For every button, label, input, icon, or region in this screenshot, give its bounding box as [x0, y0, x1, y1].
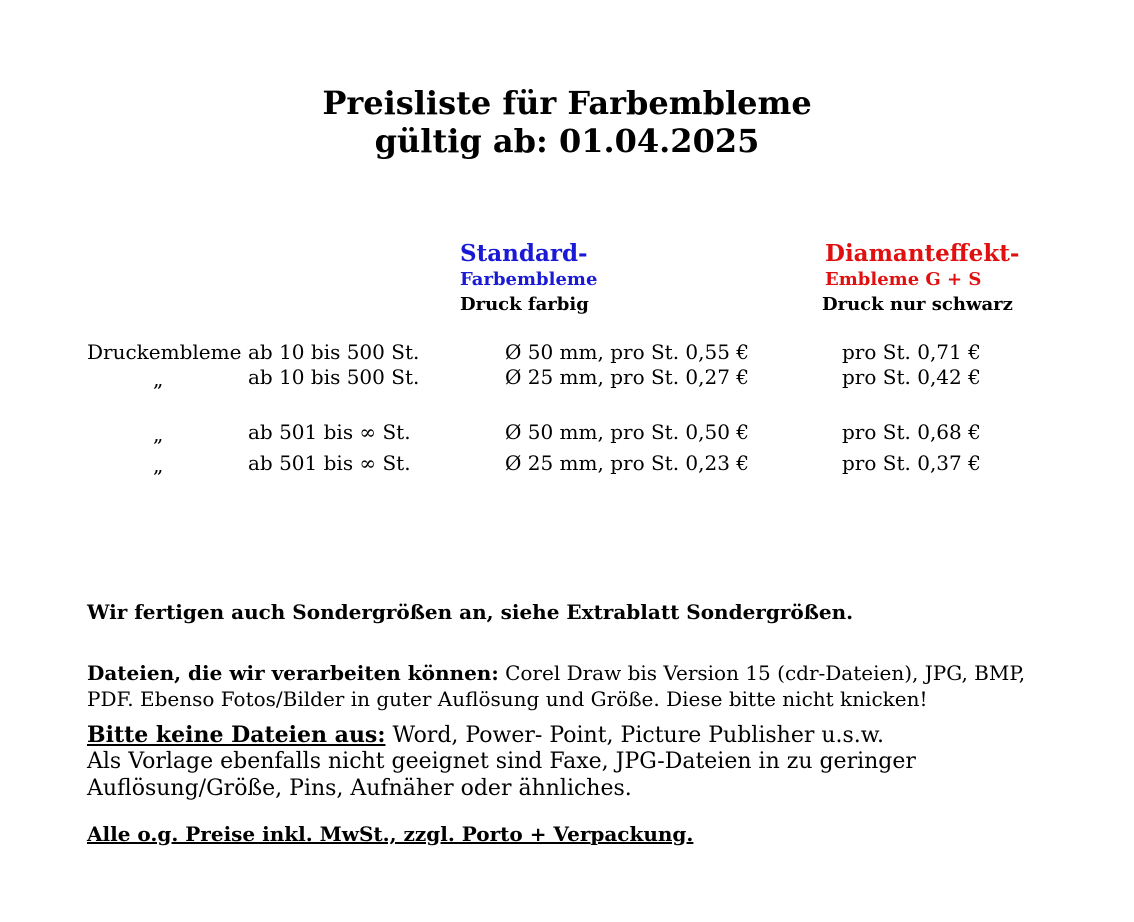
rejected-files-line2: Als Vorlage ebenfalls nicht geeignet sind Faxe, JPG-Dateien in zu geringer	[87, 749, 916, 774]
row-quantity-range: ab 501 bis ∞ St.	[248, 451, 411, 475]
accepted-files-line2: PDF. Ebenso Fotos/Bilder in guter Auflösung und Größe. Diese bitte nicht knicken!	[87, 687, 928, 711]
diamant-print-type: Druck nur schwarz	[822, 294, 1013, 315]
rejected-files-text: Word, Power- Point, Picture Publisher u.s.w.	[385, 723, 885, 748]
row-quantity-range: ab 501 bis ∞ St.	[248, 420, 411, 444]
row-diamant-price: pro St. 0,68 €	[842, 420, 981, 444]
standard-heading: Standard-	[460, 240, 588, 267]
row-standard-price: Ø 50 mm, pro St. 0,50 €	[505, 420, 750, 444]
row-standard-price: Ø 50 mm, pro St. 0,55 €	[505, 340, 750, 364]
diamant-subheading: Embleme G + S	[825, 269, 982, 290]
row-diamant-price: pro St. 0,71 €	[842, 340, 981, 364]
row-quantity-range: ab 10 bis 500 St.	[248, 365, 420, 389]
special-sizes-note: Wir fertigen auch Sondergrößen an, siehe Extrablatt Sondergrößen.	[87, 600, 854, 624]
row-label: „	[153, 367, 164, 391]
rejected-files-label: Bitte keine Dateien aus:	[87, 722, 386, 748]
price-footer-note: Alle o.g. Preise inkl. MwSt., zzgl. Porto + Verpackung.	[87, 822, 694, 846]
page-title: Preisliste für Farbembleme	[322, 84, 812, 122]
accepted-files-text: Corel Draw bis Version 15 (cdr-Dateien), JPG, BMP,	[498, 661, 1026, 685]
row-diamant-price: pro St. 0,37 €	[842, 451, 981, 475]
rejected-files-paragraph	[87, 722, 884, 749]
standard-print-type: Druck farbig	[460, 294, 589, 315]
row-standard-price: Ø 25 mm, pro St. 0,27 €	[505, 365, 750, 389]
valid-from-date: gültig ab: 01.04.2025	[374, 122, 760, 160]
accepted-files-label: Dateien, die wir verarbeiten können:	[87, 661, 499, 685]
row-label: „	[153, 453, 164, 477]
diamant-heading: Diamanteffekt-	[825, 240, 1020, 267]
row-label: „	[153, 422, 164, 446]
row-label: Druckembleme	[87, 340, 242, 364]
rejected-files-line3: Auflösung/Größe, Pins, Aufnäher oder ähnliches.	[87, 776, 632, 801]
row-standard-price: Ø 25 mm, pro St. 0,23 €	[505, 451, 750, 475]
standard-subheading: Farbembleme	[460, 269, 598, 290]
row-quantity-range: ab 10 bis 500 St.	[248, 340, 420, 364]
accepted-files-paragraph	[87, 660, 1025, 686]
row-diamant-price: pro St. 0,42 €	[842, 365, 981, 389]
